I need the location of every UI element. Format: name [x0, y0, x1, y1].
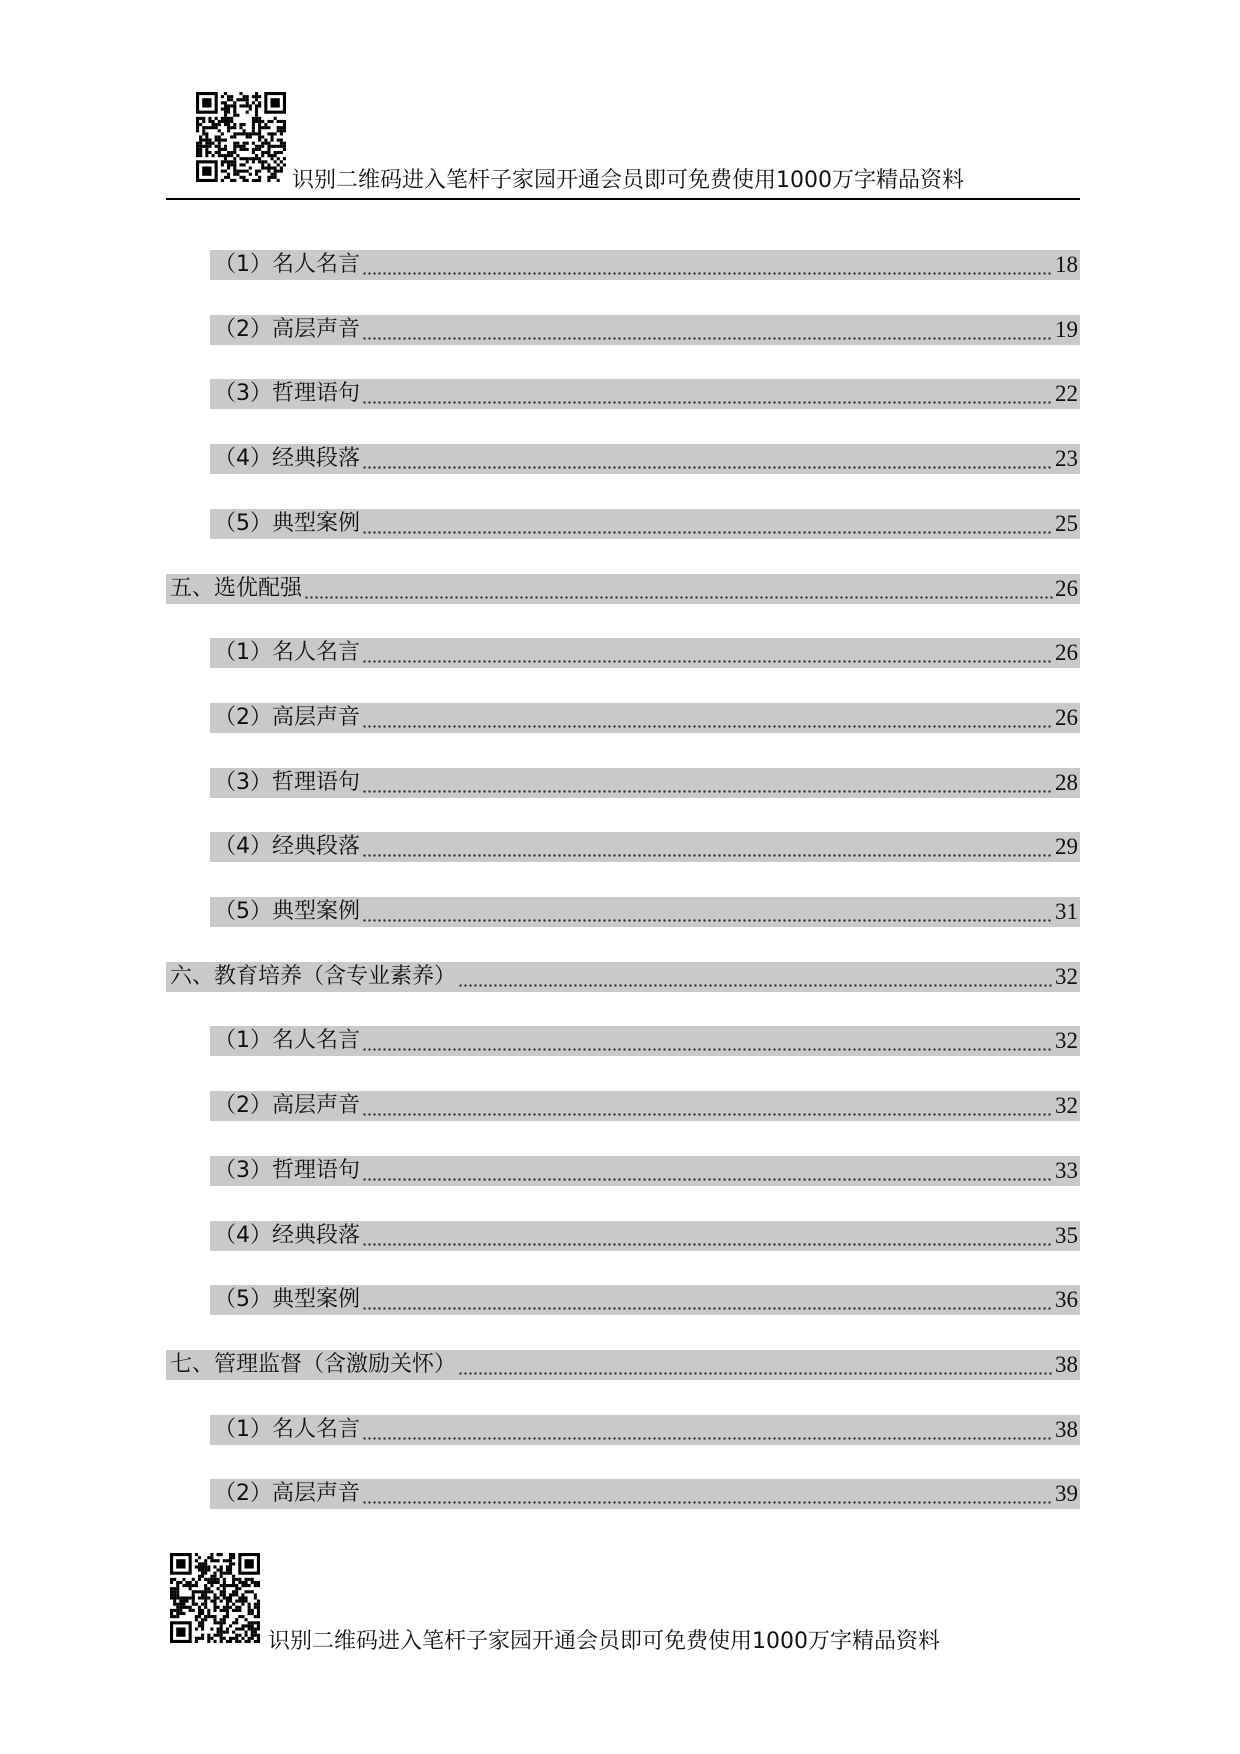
qr-code-icon [196, 92, 286, 182]
toc-dot-leader [362, 1156, 1053, 1186]
toc-page-number: 19 [1055, 317, 1078, 342]
toc-entry-label: （4）经典段落 [214, 834, 360, 859]
toc-entry-label: 五、选优配强 [170, 576, 303, 601]
toc-dot-leader [362, 703, 1053, 733]
toc-dot-leader [362, 250, 1053, 280]
toc-dot-leader [362, 315, 1053, 345]
toc-dot-leader [362, 1479, 1053, 1509]
toc-entry-label: （1）名人名言 [214, 1417, 360, 1442]
toc-page-number: 32 [1055, 1028, 1078, 1053]
toc-entry[interactable] [210, 1479, 1080, 1509]
toc-entry[interactable] [210, 379, 1080, 409]
toc-dot-leader [362, 1285, 1053, 1315]
toc-entry[interactable] [210, 768, 1080, 798]
toc-entry-label: （2）高层声音 [214, 1093, 360, 1118]
toc-page-number: 18 [1055, 252, 1078, 277]
toc-dot-leader [362, 768, 1053, 798]
toc-dot-leader [362, 638, 1053, 668]
toc-dot-leader [458, 962, 1053, 992]
toc-page-number: 31 [1055, 899, 1078, 924]
toc-page-number: 35 [1055, 1223, 1078, 1248]
toc-entry-label: （1）名人名言 [214, 1028, 360, 1053]
toc-entry-label: （2）高层声音 [214, 1481, 360, 1506]
toc-dot-leader [458, 1350, 1053, 1380]
toc-page-number: 25 [1055, 511, 1078, 536]
toc-page-number: 26 [1055, 705, 1078, 730]
toc-entry[interactable] [210, 638, 1080, 668]
toc-dot-leader [362, 379, 1053, 409]
header-divider [166, 198, 1080, 200]
toc-page-number: 26 [1055, 640, 1078, 665]
toc-dot-leader [362, 897, 1053, 927]
toc-entry-label: （2）高层声音 [214, 705, 360, 730]
toc-entry[interactable] [166, 574, 1080, 604]
toc-page-number: 32 [1055, 1093, 1078, 1118]
toc-entry-label: （1）名人名言 [214, 640, 360, 665]
toc-entry-label: 七、管理监督（含激励关怀） [170, 1352, 457, 1377]
toc-page-number: 38 [1055, 1352, 1078, 1377]
toc-dot-leader [362, 444, 1053, 474]
toc-dot-leader [304, 574, 1053, 604]
header-caption: 识别二维码进入笔杆子家园开通会员即可免费使用1000万字精品资料 [292, 168, 964, 193]
toc-entry[interactable] [210, 1285, 1080, 1315]
toc-page-number: 36 [1055, 1287, 1078, 1312]
toc-page-number: 29 [1055, 834, 1078, 859]
toc-entry[interactable] [210, 1026, 1080, 1056]
toc-entry-label: （3）哲理语句 [214, 381, 360, 406]
toc-entry[interactable] [210, 444, 1080, 474]
toc-page-number: 32 [1055, 964, 1078, 989]
toc-entry[interactable] [210, 1415, 1080, 1445]
toc-entry[interactable] [166, 1350, 1080, 1380]
toc-entry-label: （1）名人名言 [214, 252, 360, 277]
toc-page-number: 33 [1055, 1158, 1078, 1183]
toc-entry-label: （2）高层声音 [214, 317, 360, 342]
toc-entry[interactable] [210, 250, 1080, 280]
toc-entry[interactable] [166, 962, 1080, 992]
toc-entry[interactable] [210, 897, 1080, 927]
toc-entry-label: （5）典型案例 [214, 899, 360, 924]
toc-dot-leader [362, 1026, 1053, 1056]
toc-page-number: 28 [1055, 770, 1078, 795]
toc-dot-leader [362, 509, 1053, 539]
toc-entry[interactable] [210, 703, 1080, 733]
toc-page-number: 38 [1055, 1417, 1078, 1442]
toc-entry-label: （3）哲理语句 [214, 1158, 360, 1183]
toc-page-number: 22 [1055, 381, 1078, 406]
toc-page-number: 39 [1055, 1481, 1078, 1506]
toc-entry-label: （5）典型案例 [214, 511, 360, 536]
toc-page-number: 23 [1055, 446, 1078, 471]
toc-entry[interactable] [210, 315, 1080, 345]
toc-entry-label: （3）哲理语句 [214, 770, 360, 795]
toc-entry[interactable] [210, 1221, 1080, 1251]
toc-entry[interactable] [210, 509, 1080, 539]
toc-page-number: 26 [1055, 576, 1078, 601]
toc-entry[interactable] [210, 1091, 1080, 1121]
toc-entry[interactable] [210, 1156, 1080, 1186]
toc-dot-leader [362, 1415, 1053, 1445]
toc-dot-leader [362, 832, 1053, 862]
toc-entry[interactable] [210, 832, 1080, 862]
toc-entry-label: （5）典型案例 [214, 1287, 360, 1312]
toc-entry-label: 六、教育培养（含专业素养） [170, 964, 457, 989]
qr-code-icon [170, 1553, 260, 1643]
footer-caption: 识别二维码进入笔杆子家园开通会员即可免费使用1000万字精品资料 [268, 1629, 940, 1654]
toc-entry-label: （4）经典段落 [214, 1223, 360, 1248]
toc-entry-label: （4）经典段落 [214, 446, 360, 471]
toc-dot-leader [362, 1221, 1053, 1251]
toc-dot-leader [362, 1091, 1053, 1121]
